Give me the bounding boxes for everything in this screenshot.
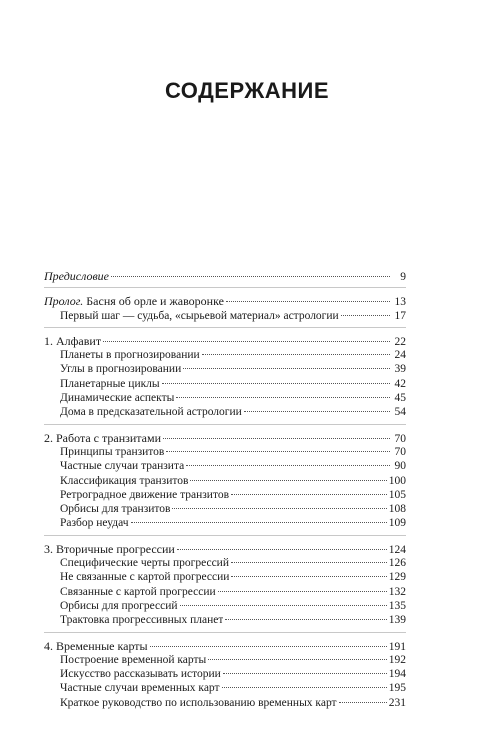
toc-page-number: 129 (388, 571, 406, 584)
toc-page-number: 108 (388, 503, 406, 516)
toc-page-number: 54 (394, 406, 406, 419)
toc-page-number: 194 (388, 668, 406, 681)
toc-leader-dots (341, 315, 390, 316)
toc-leader-dots (231, 576, 386, 577)
toc-entry-label: Первый шаг — судьба, «сырьевой материал» астрологии (60, 309, 339, 322)
toc-entry-label: Частные случаи временных карт (60, 682, 220, 695)
toc-page-number: 90 (394, 460, 406, 473)
toc-entry-label: Трактовка прогрессивных планет (60, 614, 224, 627)
toc-entry-label: Построение временной карты (60, 653, 207, 666)
toc-leader-dots (177, 549, 387, 550)
toc-subentry[interactable] (44, 488, 406, 502)
toc-page-number: 70 (394, 432, 406, 445)
toc-leader-dots (186, 465, 390, 466)
toc-page-number: 42 (394, 377, 406, 390)
toc-page-number: 70 (394, 445, 406, 458)
toc-entry-label: Пролог. Басня об орле и жаворонке (44, 294, 224, 309)
toc-subentry[interactable] (44, 681, 406, 695)
toc-entry-label: 4. Временные карты (44, 638, 148, 653)
toc-entry[interactable] (44, 269, 406, 283)
toc-leader-dots (183, 368, 390, 369)
toc-leader-dots (226, 301, 390, 302)
toc-section (44, 294, 406, 328)
toc-entry-prefix: Пролог. (44, 294, 84, 309)
toc-subentry[interactable] (44, 377, 406, 391)
toc-subentry[interactable] (44, 459, 406, 473)
toc-section (44, 334, 406, 425)
toc-section (44, 431, 406, 536)
toc-entry-label: Принципы транзитов (60, 445, 165, 458)
toc-page-number: 13 (394, 296, 406, 309)
toc-leader-dots (176, 397, 390, 398)
toc-entry-label: Специфические черты прогрессий (60, 557, 229, 570)
toc-subentry[interactable] (44, 585, 406, 599)
toc-leader-dots (166, 451, 390, 452)
toc-entry-label: Орбисы для прогрессий (60, 599, 178, 612)
toc-leader-dots (231, 562, 387, 563)
toc-page-number: 45 (394, 392, 406, 405)
toc-page-number: 126 (388, 557, 406, 570)
toc-entry-label: 1. Алфавит (44, 333, 102, 348)
toc-entry-label: Разбор неудач (60, 517, 129, 530)
toc-entry-label: 3. Вторичные прогрессии (44, 541, 175, 556)
toc-entry-label: Углы в прогнозировании (60, 363, 182, 376)
toc-entry-label: Классификация транзитов (60, 474, 189, 487)
toc-leader-dots (111, 276, 390, 277)
toc-entry-label: Искусство рассказывать истории (60, 668, 221, 681)
toc-leader-dots (218, 591, 387, 592)
toc-subentry[interactable] (44, 405, 406, 419)
toc-entry-label: Динамические аспекты (60, 392, 175, 405)
toc-page-number: 139 (388, 614, 406, 627)
toc-page-number: 231 (388, 696, 406, 709)
toc-page-number: 109 (388, 517, 406, 530)
toc-leader-dots (223, 673, 387, 674)
toc-entry[interactable] (44, 639, 406, 653)
toc-leader-dots (163, 438, 390, 439)
toc-section (44, 542, 406, 633)
toc-entry[interactable] (44, 542, 406, 556)
toc-entry-label: Не связанные с картой прогрессии (60, 571, 230, 584)
toc-page-number: 191 (388, 640, 406, 653)
toc-entry[interactable] (44, 334, 406, 348)
toc-leader-dots (339, 702, 387, 703)
toc-leader-dots (103, 341, 390, 342)
toc-subentry[interactable] (44, 613, 406, 627)
toc-leader-dots (231, 494, 387, 495)
toc-subentry[interactable] (44, 309, 406, 323)
toc-entry-label: Ретроградное движение транзитов (60, 488, 230, 501)
toc-leader-dots (190, 480, 386, 481)
toc-section (44, 639, 406, 714)
toc-leader-dots (225, 619, 386, 620)
toc-subentry[interactable] (44, 445, 406, 459)
toc-leader-dots (222, 687, 387, 688)
toc-entry-label: Связанные с картой прогрессии (60, 585, 216, 598)
toc-page-number: 22 (394, 335, 406, 348)
toc-subentry[interactable] (44, 667, 406, 681)
toc-entry-label: Планеты в прогнозировании (60, 349, 200, 362)
toc-page-number: 124 (388, 543, 406, 556)
toc-page-number: 9 (400, 271, 406, 283)
toc-subentry[interactable] (44, 474, 406, 488)
toc-entry[interactable] (44, 431, 406, 445)
toc-leader-dots (131, 522, 387, 523)
toc-page-number: 195 (388, 682, 406, 695)
toc-subentry[interactable] (44, 391, 406, 405)
toc-subentry[interactable] (44, 502, 406, 516)
toc-subentry[interactable] (44, 653, 406, 667)
toc-subentry[interactable] (44, 696, 406, 710)
toc-leader-dots (172, 508, 386, 509)
toc-leader-dots (150, 646, 387, 647)
toc-section (44, 269, 406, 288)
toc-page-number: 192 (388, 653, 406, 666)
page-title: СОДЕРЖАНИЕ (164, 78, 330, 103)
toc-subentry[interactable] (44, 570, 406, 584)
toc-entry-label: Планетарные циклы (60, 377, 160, 390)
toc-page-number: 24 (394, 349, 406, 362)
toc-subentry[interactable] (44, 599, 406, 613)
toc-leader-dots (162, 383, 390, 384)
toc-leader-dots (202, 354, 390, 355)
toc-entry-label: Краткое руководство по использованию временных карт (60, 696, 337, 709)
toc-page-number: 100 (388, 474, 406, 487)
toc-entry-label: Предисловие (44, 269, 110, 283)
toc-page-number: 17 (394, 309, 406, 322)
toc-entry-label: Орбисы для транзитов (60, 503, 171, 516)
toc-leader-dots (244, 411, 390, 412)
toc-subentry[interactable] (44, 556, 406, 570)
toc-subentry[interactable] (44, 362, 406, 376)
toc-leader-dots (180, 605, 387, 606)
toc-subentry[interactable] (44, 516, 406, 530)
toc-page-number: 132 (388, 585, 406, 598)
toc-page-number: 135 (388, 599, 406, 612)
toc-entry-label: Дома в предсказательной астрологии (60, 406, 242, 419)
toc-entry-label: 2. Работа с транзитами (44, 430, 162, 445)
toc-leader-dots (208, 659, 386, 660)
toc-page-number: 105 (388, 488, 406, 501)
toc-entry-label: Частные случаи транзита (60, 460, 185, 473)
toc-entry[interactable] (44, 294, 406, 308)
toc-page-number: 39 (394, 363, 406, 376)
toc-subentry[interactable] (44, 348, 406, 362)
table-of-contents (44, 269, 406, 720)
